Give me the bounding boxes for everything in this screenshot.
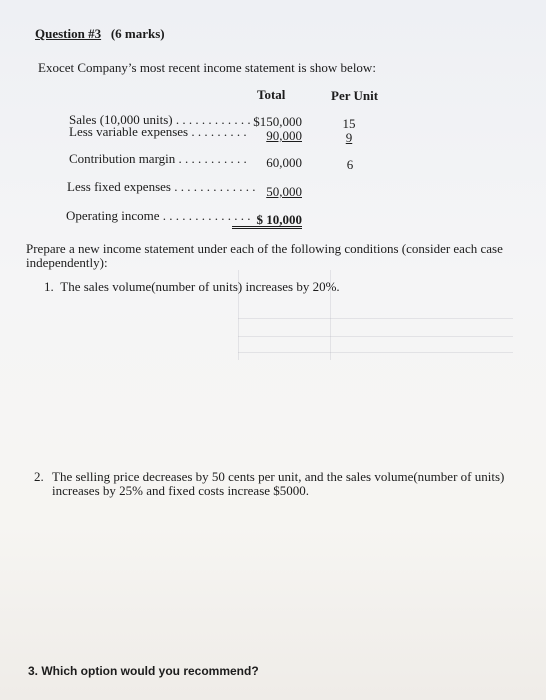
row-total-variable-expenses: 90,000 — [266, 128, 302, 143]
question-number: Question #3 — [35, 26, 102, 41]
condition-2 — [34, 470, 509, 498]
row-per-unit-sales: 15 — [342, 116, 356, 131]
show-through-line — [238, 352, 513, 353]
row-label-variable-expenses: Less variable expenses . . . . . . . . . — [69, 124, 247, 139]
condition-1-text: The sales volume(number of units) increases by 20%. — [60, 279, 340, 294]
row-label-fixed-expenses: Less fixed expenses . . . . . . . . . . . . . — [67, 179, 256, 194]
show-through-line — [238, 336, 513, 337]
condition-1-number: 1. — [44, 279, 54, 294]
row-label-operating-income: Operating income . . . . . . . . . . . . . . — [66, 208, 251, 223]
column-header-per-unit: Per Unit — [331, 88, 379, 103]
condition-1 — [44, 280, 340, 294]
column-header-total: Total — [257, 87, 286, 102]
row-per-unit-contribution-margin: 6 — [346, 157, 354, 172]
row-total-sales: $150,000 — [253, 114, 302, 129]
row-total-fixed-expenses: 50,000 — [266, 184, 302, 199]
condition-2-number: 2. — [34, 469, 44, 484]
row-label-sales: Sales (10,000 units) . . . . . . . . . . . . — [69, 112, 251, 127]
row-total-operating-income: $ 10,000 — [232, 213, 302, 229]
show-through-line — [238, 318, 513, 319]
question-heading — [35, 26, 165, 42]
row-label-contribution-margin: Contribution margin . . . . . . . . . . . — [69, 151, 247, 166]
instructions-text: Prepare a new income statement under each of the following conditions (consider each case independently): — [26, 241, 503, 270]
intro-text: Exocet Company’s most recent income statement is show below: — [38, 60, 376, 75]
question-3-text: 3. Which option would you recommend? — [28, 664, 259, 678]
condition-2-text: The selling price decreases by 50 cents per unit, and the sales volume(number of units) increases by 25% and fixed costs increase $5000. — [52, 469, 505, 498]
question-marks: (6 marks) — [110, 26, 165, 41]
row-per-unit-variable-expenses: 9 — [345, 130, 353, 145]
row-total-contribution-margin: 60,000 — [266, 155, 302, 170]
